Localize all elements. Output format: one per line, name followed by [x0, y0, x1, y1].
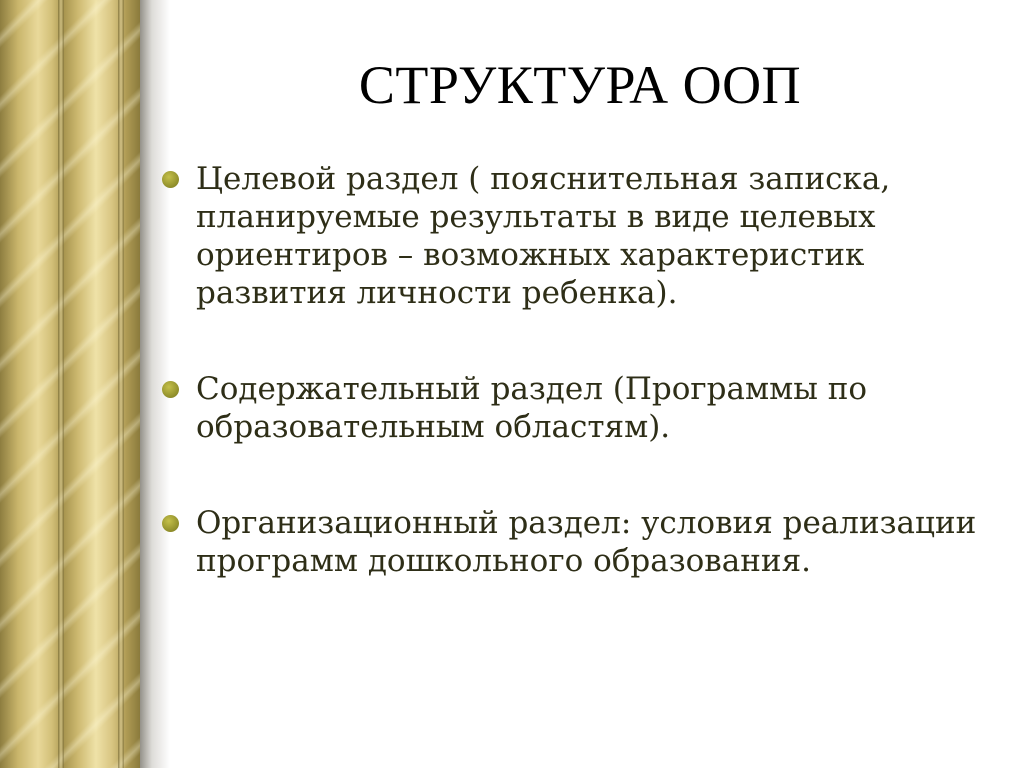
bullet-item-organizational-section [160, 504, 980, 580]
bullet-dot-icon [162, 381, 179, 398]
bullet-text: Целевой раздел ( пояснительная записка, планируемые результаты в виде целевых ориентиров – возможных характеристик развития личности ребенка). [196, 161, 891, 311]
bullet-dot-icon [162, 515, 179, 532]
bullet-item-target-section [160, 160, 980, 312]
bullet-list [160, 160, 980, 580]
bullet-dot-icon [162, 171, 179, 188]
bullet-text: Организационный раздел: условия реализации программ дошкольного образования. [196, 505, 977, 579]
bullet-text: Содержательный раздел (Программы по образовательным областям). [196, 371, 868, 445]
bullet-item-content-section [160, 370, 980, 446]
column-stripe [118, 0, 124, 768]
column-stripe [58, 0, 64, 768]
decorative-gold-column [0, 0, 140, 768]
slide-title: СТРУКТУРА ООП [358, 55, 802, 115]
